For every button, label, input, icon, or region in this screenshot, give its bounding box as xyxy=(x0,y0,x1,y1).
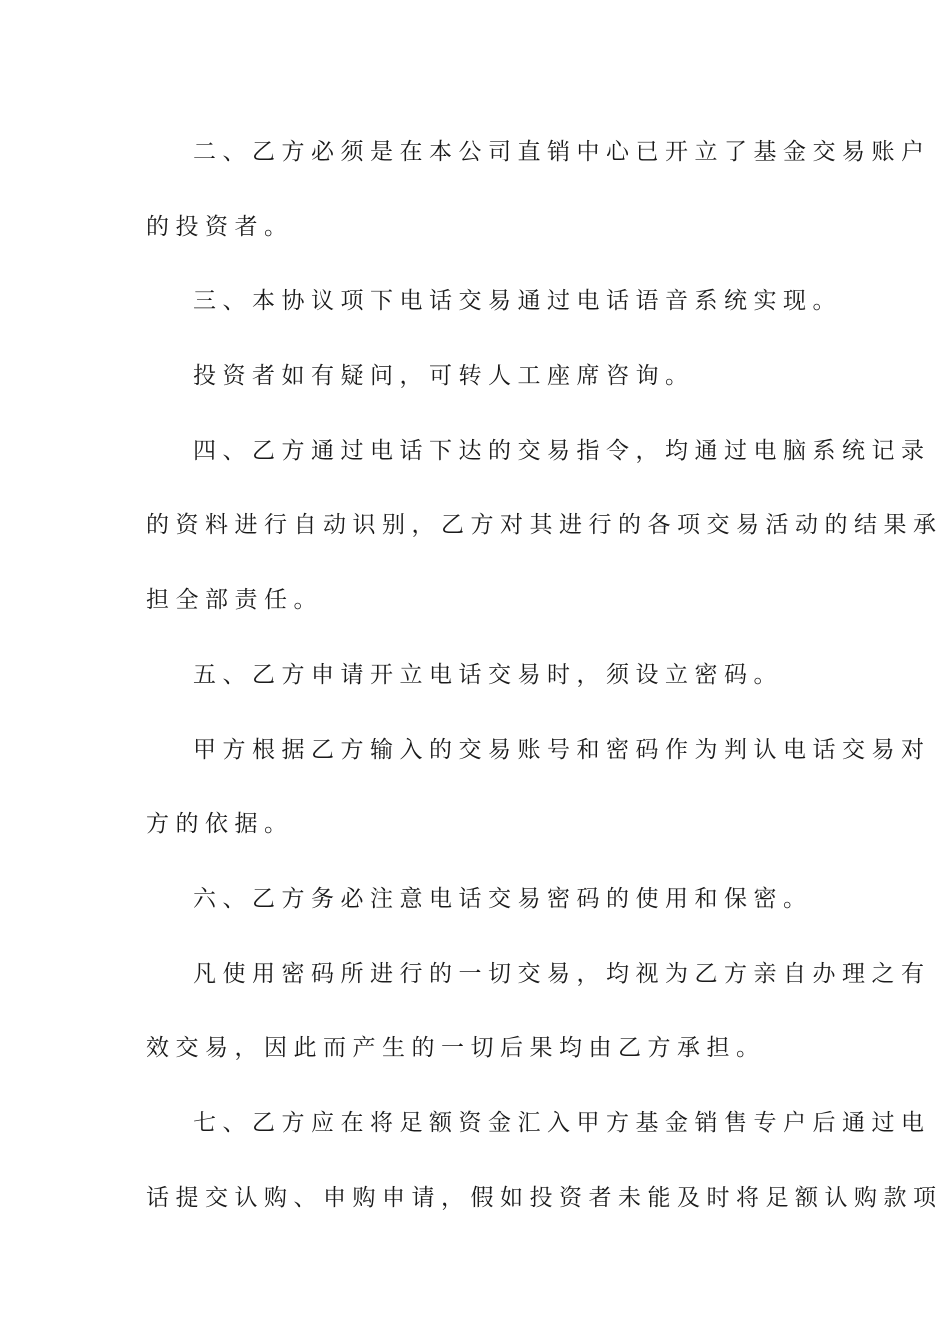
text-line: 的投资者。 xyxy=(146,213,294,240)
document-body xyxy=(146,127,943,1247)
text-line: 六、乙方务必注意电话交易密码的使用和保密。 xyxy=(193,885,813,912)
text-line: 四、乙方通过电话下达的交易指令，均通过电脑系统记录 xyxy=(193,437,931,464)
text-line: 五、乙方申请开立电话交易时，须设立密码。 xyxy=(193,661,783,688)
text-line: 三、本协议项下电话交易通过电话语音系统实现。 xyxy=(193,288,842,315)
text-line: 七、乙方应在将足额资金汇入甲方基金销售专户后通过电 xyxy=(193,1109,931,1136)
text-line: 凡使用密码所进行的一切交易，均视为乙方亲自办理之有 xyxy=(193,960,931,987)
text-line: 担全部责任。 xyxy=(146,587,323,614)
text-line: 甲方根据乙方输入的交易账号和密码作为判认电话交易对 xyxy=(193,736,931,763)
text-line: 效交易，因此而产生的一切后果均由乙方承担。 xyxy=(146,1035,766,1062)
text-line: 的资料进行自动识别，乙方对其进行的各项交易活动的结果承 xyxy=(146,512,943,539)
text-line: 话提交认购、申购申请，假如投资者未能及时将足额认购款项 xyxy=(146,1184,943,1211)
text-line: 二、乙方必须是在本公司直销中心已开立了基金交易账户 xyxy=(193,139,931,165)
text-line: 方的依据。 xyxy=(146,811,294,838)
text-line: 投资者如有疑问，可转人工座席咨询。 xyxy=(193,363,695,390)
